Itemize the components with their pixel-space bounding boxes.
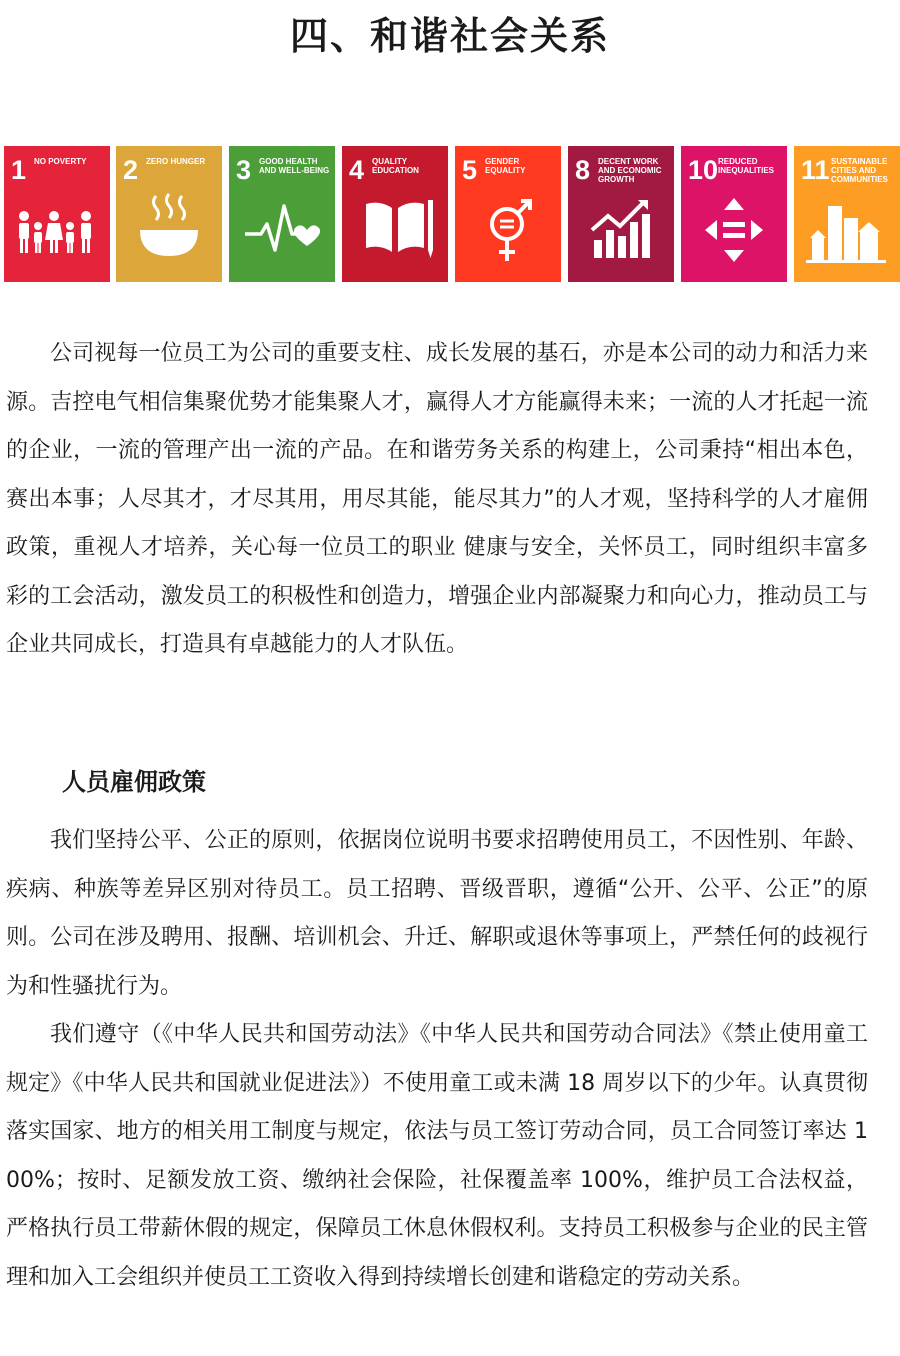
sdg-tile-1 [4,146,110,282]
intro-paragraph: 公司视每一位员工为公司的重要支柱、成长发展的基石，亦是本公司的动力和活力来源。吉控电气相信集聚优势才能集聚人才，赢得人才方能赢得未来；一流的人才托起一流的企业，一流的管理产出一流的产品。在和谐劳务关系的构建上，公司秉持“相出本色，赛出本事；人尽其才，才尽其用，用尽其能，能尽其力”的人才观，坚持科学的人才雇佣政策，重视人才培养，关心每一位员工的职业 健康与安全，关怀员工，同时组织丰富多彩的工会活动，激发员工的积极性和创造力，增强企业内部凝聚力和向心力，推动员工与企业共同成长，打造具有卓越能力的人才队伍。 [6,341,868,657]
sdg-label: DECENT WORK AND ECONOMIC GROWTH [598,157,662,184]
equality-arrows-icon [681,190,787,276]
sdg-label: SUSTAINABLE CITIES AND COMMUNITIES [831,157,888,184]
section-heading: 人员雇佣政策 [62,768,206,796]
sdg-number: 2 [123,155,139,185]
sdg-number: 10 [688,155,719,185]
sdg-tile-5 [455,146,561,282]
policy-paragraph-equality: 我们坚持公平、公正的原则，依据岗位说明书要求招聘使用员工，不因性别、年龄、疾病、种族等差异区别对待员工。员工招聘、晋级晋职，遵循“公开、公平、公正”的原则。公司在涉及聘用、报酬、培训机会、升迁、解职或退休等事项上，严禁任何的歧视行为和性骚扰行为。 [6,828,868,999]
sdg-goal-row [4,146,896,282]
sdg-label: GOOD HEALTH AND WELL-BEING [259,157,330,175]
sdg-label: GENDER EQUALITY [485,157,526,175]
sdg-number: 8 [575,155,591,185]
sdg-tile-8 [568,146,674,282]
family-icon [4,190,110,276]
sdg-label: ZERO HUNGER [146,157,206,166]
sdg-number: 3 [236,155,252,185]
sdg-label: REDUCED INEQUALITIES [718,157,775,175]
sdg-tile-10 [681,146,787,282]
sdg-number: 5 [462,155,478,185]
sdg-number: 1 [11,155,27,185]
sdg-tile-4 [342,146,448,282]
growth-chart-icon [568,190,674,276]
heartbeat-icon [229,190,335,276]
sdg-label: QUALITY EDUCATION [372,157,419,175]
sdg-label: NO POVERTY [34,157,87,166]
page-title: 四、和谐社会关系 [289,14,610,58]
city-icon [794,190,900,276]
sdg-number: 4 [349,155,365,185]
sdg-tile-11 [794,146,900,282]
policy-paragraph-labor-law: 我们遵守（《中华人民共和国劳动法》《中华人民共和国劳动合同法》《禁止使用童工规定》《中华人民共和国就业促进法》）不使用童工或未满 18 周岁以下的少年。认真贯彻落实国家、地方的相关用工制度与规定，依法与员工签订劳动合同，员工合同签订率达 100%；按时、足额发放工资、缴纳社会保险，社保覆盖率 100%，维护员工合法权益，严格执行员工带薪休假的规定，保障员工休息休假权利。支持员工积极参与企业的民主管理和加入工会组织并使员工工资收入得到持续增长创建和谐稳定的劳动关系。 [6,1022,868,1290]
sdg-tile-2 [116,146,222,282]
sdg-number: 11 [801,155,830,185]
bowl-icon [116,190,222,276]
gender-equality-icon [455,190,561,276]
sdg-tile-3 [229,146,335,282]
book-icon [342,190,448,276]
